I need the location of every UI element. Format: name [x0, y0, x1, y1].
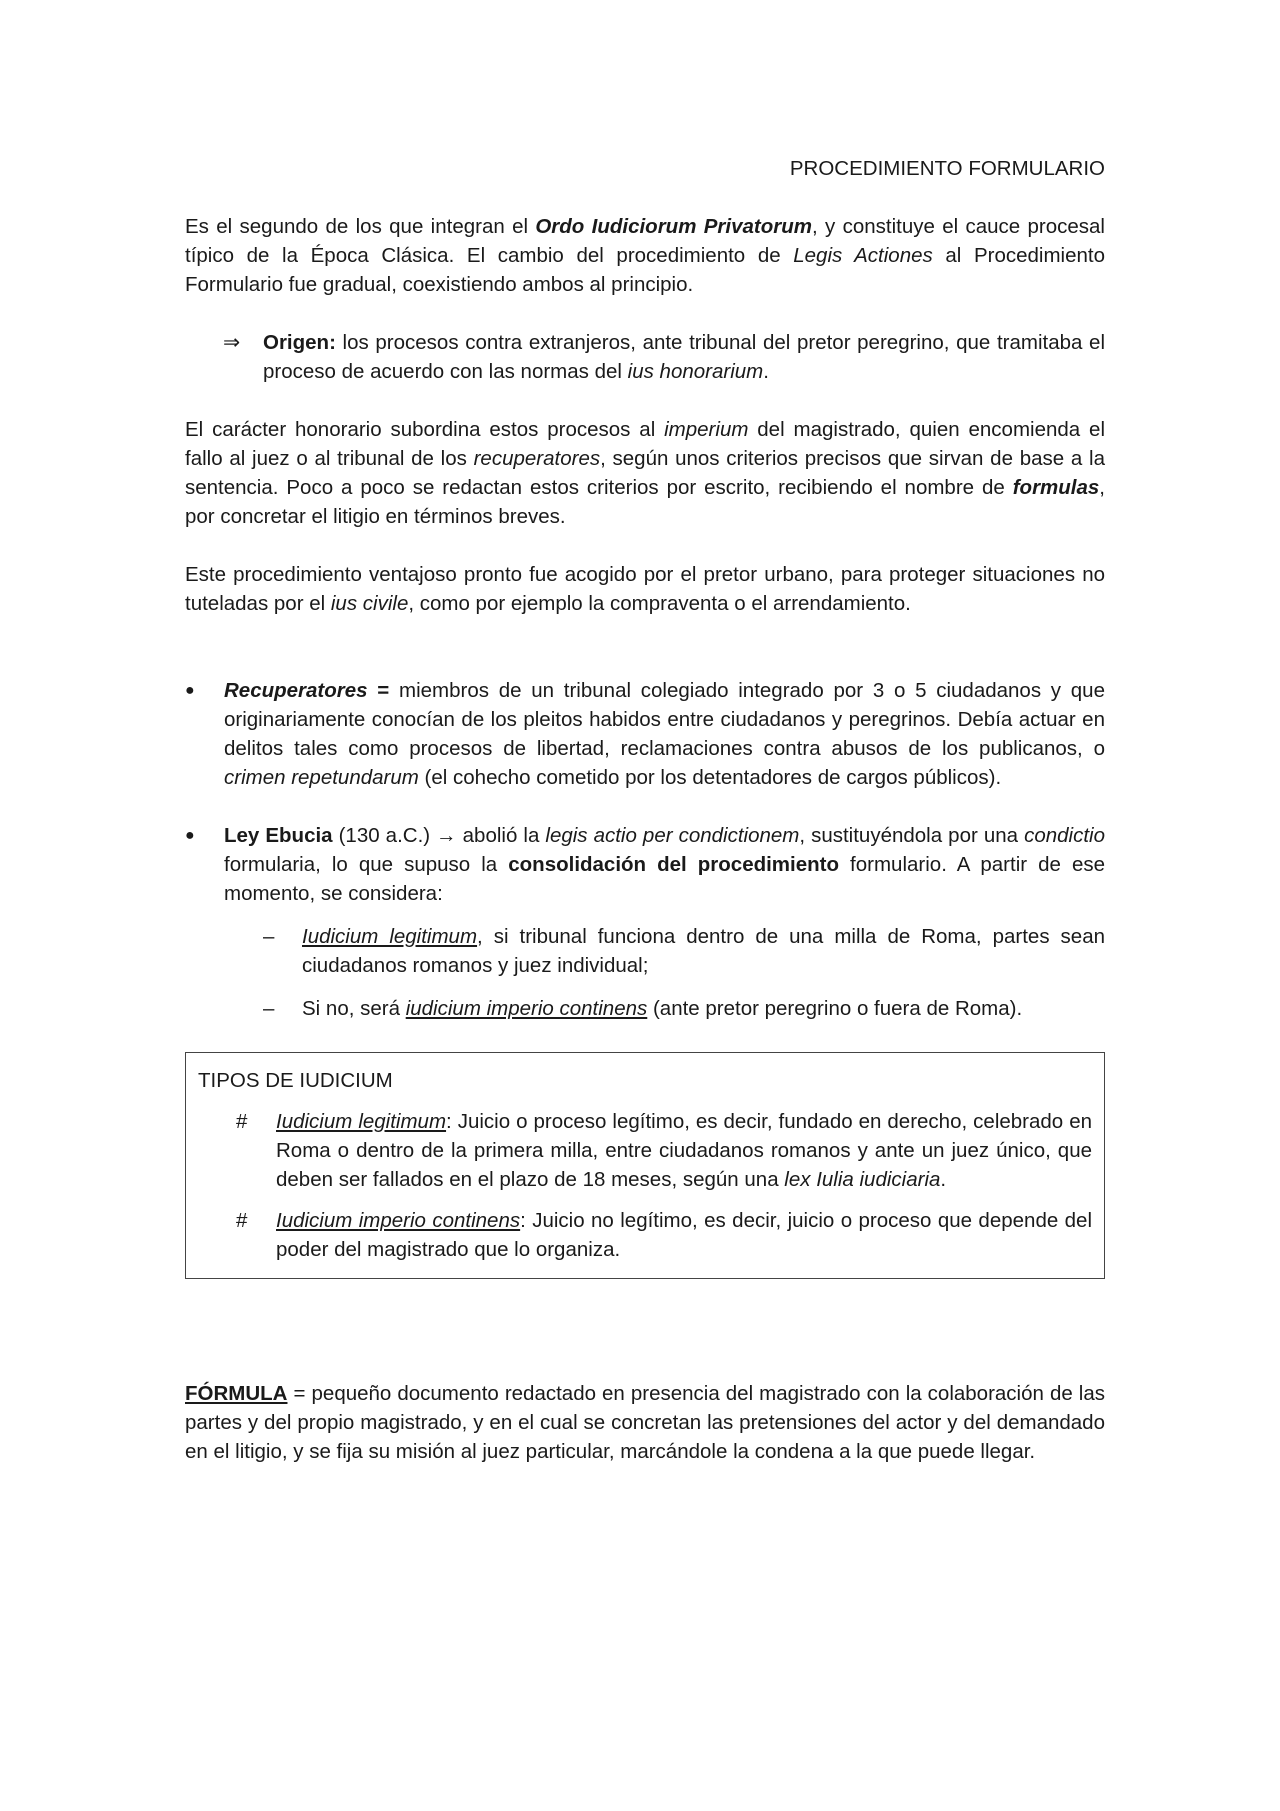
dash-icon: –: [263, 997, 275, 1020]
page-title: PROCEDIMIENTO FORMULARIO: [789, 157, 1105, 180]
iudicium-legitimum-dash: – Iudicium legitimum, si tribunal funciona dentro de una milla de Roma, partes sean ciudadanos romanos y juez individual;: [185, 922, 1105, 980]
ley-ebucia-bullet: ● Ley Ebucia (130 a.C.) → abolió la legis actio per condictionem, sustituyéndola por una condictio formularia, lo que supuso la consolidación del procedimiento formulario. A partir de ese momento, se considera:: [185, 821, 1105, 908]
tipos-iudicium-box: [185, 1052, 1105, 1279]
recuperatores-bullet: ● Recuperatores = miembros de un tribunal colegiado integrado por 3 o 5 ciudadanos y que originariamente conocían de los pleitos habidos entre ciudadanos y peregrinos. Debía actuar en delitos tales como procesos de libertad, reclamaciones contra abusos de los publicanos, o crimen repetundarum (el cohecho cometido por los detentadores de cargos públicos).: [185, 676, 1105, 792]
bullet-icon: ●: [185, 827, 195, 844]
box-item-imperio: # Iudicium imperio continens: Juicio no legítimo, es decir, juicio o proceso que depende del poder del magistrado que lo organiza.: [198, 1206, 1092, 1264]
right-arrow-icon: →: [436, 824, 457, 847]
intro-paragraph: Es el segundo de los que integran el Ordo Iudiciorum Privatorum, y constituye el cauce procesal típico de la Época Clásica. El cambio del procedimiento de Legis Actiones al Procedimiento Formulario fue gradual, coexistiendo ambos al principio.: [185, 215, 1105, 296]
hash-icon: #: [236, 1209, 248, 1232]
dash-icon: –: [263, 925, 275, 948]
box-title: TIPOS DE IUDICIUM: [198, 1069, 393, 1092]
iudicium-imperio-dash: – Si no, será iudicium imperio continens (ante pretor peregrino o fuera de Roma).: [185, 994, 1105, 1023]
box-item-legitimum: # Iudicium legitimum: Juicio o proceso legítimo, es decir, fundado en derecho, celebrado en Roma o dentro de la primera milla, entre ciudadanos romanos y ante un juez único, que deben ser fallados en el plazo de 18 meses, según una lex Iulia iudiciaria.: [198, 1107, 1092, 1194]
honorario-paragraph: El carácter honorario subordina estos procesos al imperium del magistrado, quien encomienda el fallo al juez o al tribunal de los recuperatores, según unos criterios precisos que sirvan de base a la sentencia. Poco a poco se redactan estos criterios por escrito, recibiendo el nombre de formulas, por concretar el litigio en términos breves.: [185, 418, 1106, 528]
origen-item: ⇒ Origen: los procesos contra extranjeros, ante tribunal del pretor peregrino, que tramitaba el proceso de acuerdo con las normas del ius honorarium.: [185, 328, 1105, 386]
document-body: [185, 154, 1105, 1466]
double-arrow-icon: ⇒: [223, 331, 241, 354]
pretor-urbano-paragraph: Este procedimiento ventajoso pronto fue acogido por el pretor urbano, para proteger situaciones no tuteladas por el ius civile, como por ejemplo la compraventa o el arrendamiento.: [185, 563, 1105, 615]
hash-icon: #: [236, 1110, 248, 1133]
bullet-icon: ●: [185, 682, 195, 699]
formula-paragraph: FÓRMULA = pequeño documento redactado en presencia del magistrado con la colaboración de las partes y del propio magistrado, y en el cual se concretan las pretensiones del actor y del demandado en el litigio, y se fija su misión al juez particular, marcándole la condena a la que puede llegar.: [185, 1382, 1105, 1463]
